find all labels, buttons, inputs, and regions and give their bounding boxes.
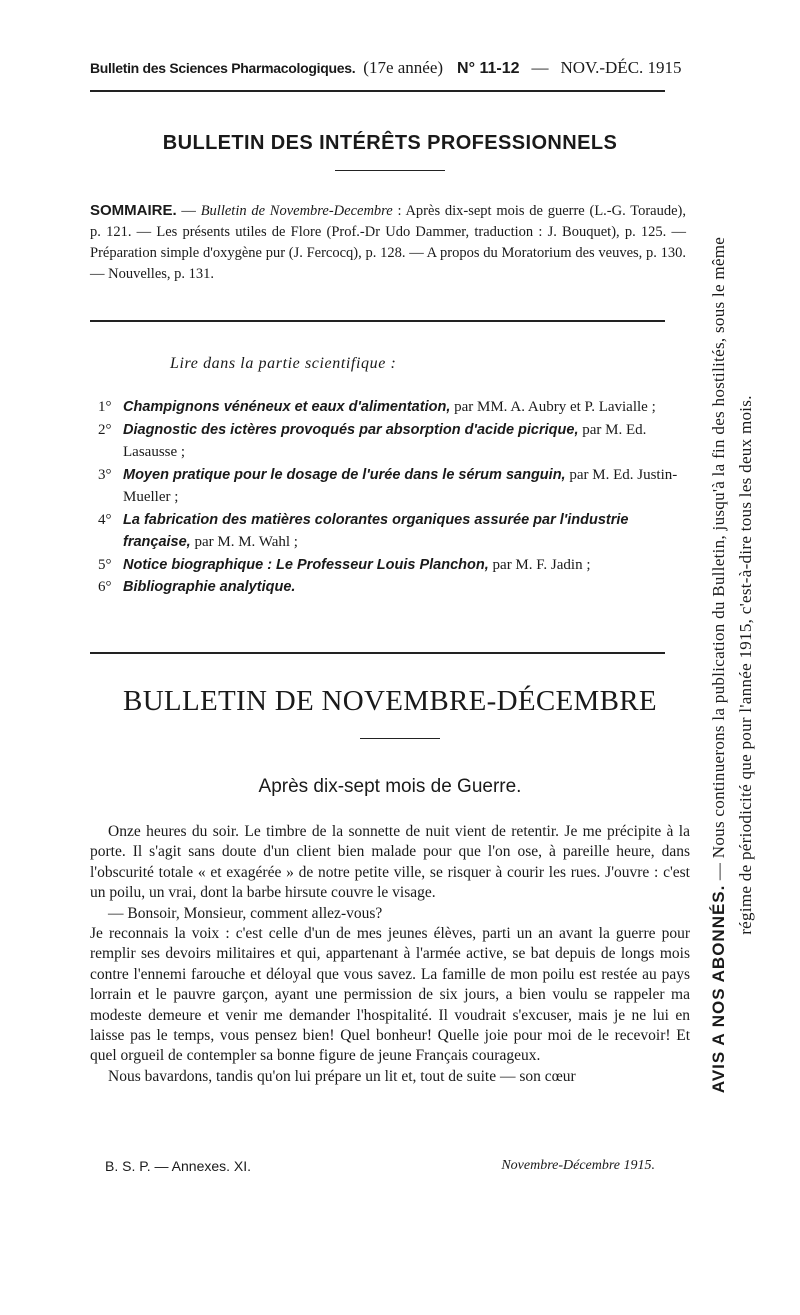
side-notice xyxy=(705,15,765,1315)
journal-title: Bulletin des Sciences Pharmacologiques. xyxy=(90,60,356,76)
journal-year: (17e année) xyxy=(363,58,444,77)
paragraph: Nous bavardons, tandis qu'on lui prépare un lit et, tout de suite — son cœur xyxy=(108,1067,576,1085)
item-number: 4° xyxy=(98,511,112,528)
item-number: 6° xyxy=(98,579,112,595)
science-rule xyxy=(90,652,665,654)
side-notice-text: — Nous continuerons la publication du Bulletin, jusqu'à la fin des hostilités, sous le même xyxy=(709,236,728,885)
section-title: BULLETIN DES INTÉRÊTS PROFESSIONNELS xyxy=(162,132,618,154)
list-item xyxy=(98,576,688,599)
sommaire-block xyxy=(90,200,686,285)
item-title: Notice biographique : Le Professeur Louis Planchon, xyxy=(123,556,489,573)
item-title: Bibliographie analytique. xyxy=(123,579,296,595)
header-separator: — xyxy=(531,58,549,77)
lire-heading: Lire dans la partie scientifique : xyxy=(170,355,397,372)
list-item xyxy=(98,464,688,509)
science-list xyxy=(98,396,688,599)
list-item xyxy=(98,554,688,577)
list-item xyxy=(98,396,688,419)
footer-signature: B. S. P. — Annexes. XI. xyxy=(105,1158,252,1174)
running-header xyxy=(90,58,690,82)
page-footer xyxy=(105,1158,655,1174)
sommaire-label: SOMMAIRE. xyxy=(90,202,177,219)
sommaire-text: : Après dix-sept mois de guerre (L.-G. Toraude), p. 121. — Les présents utiles de Flore (Prof.-Dr Udo Dammer, traduction : J. Bouquet), p. 125. — Préparation simple d'oxygène pur (J. Fercocq), p. 128. — A propos du Moratorium des veuves, p. 130. — Nouvelles, p. 131. xyxy=(90,203,686,282)
list-item xyxy=(98,509,688,554)
item-number: 1° xyxy=(98,399,112,415)
article-title: Après dix-sept mois de Guerre. xyxy=(258,776,522,797)
issue-date: NOV.-DÉC. 1915 xyxy=(560,58,682,77)
bulletin-title: BULLETIN DE NOVEMBRE-DÉCEMBRE xyxy=(123,685,657,717)
sommaire-dash: — xyxy=(176,203,201,219)
item-number: 3° xyxy=(98,466,112,483)
bulletin-title-rule xyxy=(360,738,440,739)
item-title: Moyen pratique pour le dosage de l'urée dans le sérum sanguin, xyxy=(123,466,566,483)
side-notice-line1 xyxy=(705,15,732,1315)
sommaire-rule xyxy=(90,320,665,322)
item-number: 2° xyxy=(98,421,112,438)
list-item xyxy=(98,419,688,464)
sommaire-intro: Bulletin de Novembre-Decembre xyxy=(200,203,393,219)
item-title: La fabrication des matières colorantes organiques assurée par l'industrie française, xyxy=(123,511,629,550)
article-body xyxy=(90,822,690,1087)
header-rule xyxy=(90,90,665,92)
item-author: par M. M. Wahl ; xyxy=(190,534,298,550)
item-author: par M. Ed. Justin-Mueller ; xyxy=(123,466,678,505)
item-title: Diagnostic des ictères provoqués par absorption d'acide picrique, xyxy=(123,421,579,438)
item-author: par MM. A. Aubry et P. Lavialle ; xyxy=(450,399,656,415)
item-author: par M. F. Jadin ; xyxy=(488,556,591,573)
paragraph: Onze heures du soir. Le timbre de la sonnette de nuit vient de retentir. Je me précipite à la porte. Il s'agit sans doute d'un client bien malade pour que l'on ose, à pareille heure, dans l'obscurité totale « et exagérée » de notre petite ville, se risquer à courir les rues. J'ouvre : c'est un poilu, un vrai, dont la barbe hirsute couvre le visage. xyxy=(90,823,690,902)
item-number: 5° xyxy=(98,556,112,573)
paragraph: — Bonsoir, Monsieur, comment allez-vous? xyxy=(108,904,383,922)
title-short-rule xyxy=(335,170,445,171)
side-notice-line2: régime de périodicité que pour l'année 1915, c'est-à-dire tous les deux mois. xyxy=(736,395,755,935)
item-author: par M. Ed. Lasausse ; xyxy=(123,421,647,460)
footer-date: Novembre-Décembre 1915. xyxy=(501,1158,655,1173)
paragraph: Je reconnais la voix : c'est celle d'un de mes jeunes élèves, parti un an avant la guerre pour remplir ses devoirs militaires et qui, appartenant à l'armée active, se bat depuis de longs mois contre l'ennemi farouche et déloyal que vous savez. La famille de mon poilu est restée au pays lorrain et le pauvre garçon, ayant une permission de six jours, a bien voulu se rappeler ma modeste demeure et venir me demander l'hospitalité. Il voudrait s'excuser, mais je ne lui en laisse pas le temps, vous pensez bien! Quel bonheur! Quelle joie pour moi de le recevoir! Et quel orgueil de contempler sa bonne figure de jeune Français courageux. xyxy=(90,925,690,1065)
item-title: Champignons vénéneux et eaux d'alimentation, xyxy=(123,399,451,415)
side-notice-heading: AVIS A NOS ABONNÉS. xyxy=(709,884,728,1094)
issue-number: N° 11-12 xyxy=(457,60,520,77)
